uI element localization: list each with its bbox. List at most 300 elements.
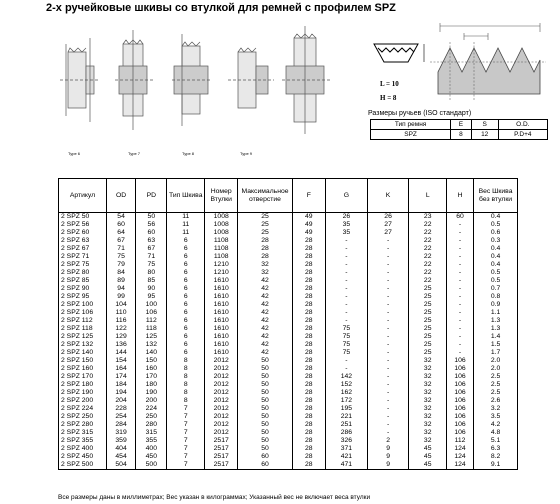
cell-article: 2 SPZ 132	[59, 341, 107, 349]
cell-pd: 190	[136, 389, 167, 397]
cell-od: 129	[106, 333, 135, 341]
cell-pulley-type: 6	[167, 301, 205, 309]
cell-l: 32	[409, 405, 447, 413]
type6-drawing	[60, 38, 100, 122]
cell-article: 2 SPZ 140	[59, 349, 107, 357]
cell-article: 2 SPZ 100	[59, 301, 107, 309]
cell-h: -	[446, 309, 473, 317]
table-header-row	[59, 179, 518, 213]
cell-g: 75	[326, 349, 368, 357]
column-header: Тип Шкива	[167, 179, 205, 213]
cell-g: 152	[326, 381, 368, 389]
type-large-drawing	[282, 26, 330, 134]
cell-pd: 150	[136, 357, 167, 365]
cell-pd: 85	[136, 277, 167, 285]
cell-l: 32	[409, 373, 447, 381]
cell-bushing-number: 2012	[205, 429, 238, 437]
cell-bushing-number: 2012	[205, 413, 238, 421]
cell-article: 2 SPZ 450	[59, 453, 107, 461]
cell-g: -	[326, 253, 368, 261]
cell-max-bore: 50	[238, 381, 292, 389]
table-row	[59, 429, 518, 437]
cell-k: -	[367, 253, 409, 261]
cell-k: -	[367, 373, 409, 381]
cell-bushing-number: 2012	[205, 381, 238, 389]
cell-weight: 1.1	[474, 309, 518, 317]
cell-k: -	[367, 293, 409, 301]
cell-l: 25	[409, 293, 447, 301]
cell-bushing-number: 2012	[205, 389, 238, 397]
cell-bushing-number: 1610	[205, 349, 238, 357]
cell-bushing-number: 2517	[205, 461, 238, 470]
cell-l: 22	[409, 221, 447, 229]
cell-bushing-number: 2012	[205, 357, 238, 365]
cell-od: 174	[106, 373, 135, 381]
cell-g: -	[326, 293, 368, 301]
cell-g: 75	[326, 333, 368, 341]
cell-max-bore: 25	[238, 213, 292, 222]
cell-k: 27	[367, 229, 409, 237]
cell-bushing-number: 1610	[205, 333, 238, 341]
cell-g: 162	[326, 389, 368, 397]
cell-k: -	[367, 357, 409, 365]
cell-pulley-type: 6	[167, 333, 205, 341]
cell-weight: 0.4	[474, 261, 518, 269]
table-row	[59, 245, 518, 253]
cell-h: -	[446, 269, 473, 277]
cell-pulley-type: 7	[167, 429, 205, 437]
cell-max-bore: 50	[238, 373, 292, 381]
cell-g: -	[326, 245, 368, 253]
cell-od: 71	[106, 245, 135, 253]
cell-max-bore: 60	[238, 453, 292, 461]
cell-max-bore: 50	[238, 421, 292, 429]
table-row	[59, 341, 518, 349]
cell-f: 28	[292, 349, 325, 357]
cell-h: -	[446, 253, 473, 261]
cell-l: 22	[409, 237, 447, 245]
cell-weight: 2.5	[474, 381, 518, 389]
cell-max-bore: 42	[238, 285, 292, 293]
cell-h: -	[446, 317, 473, 325]
cell-h: -	[446, 261, 473, 269]
table-row	[59, 421, 518, 429]
table-row	[59, 357, 518, 365]
cell-l: 22	[409, 269, 447, 277]
cell-l: 25	[409, 285, 447, 293]
cell-f: 49	[292, 213, 325, 222]
cell-h: 106	[446, 429, 473, 437]
column-header: OD	[106, 179, 135, 213]
cell-weight: 9.1	[474, 461, 518, 470]
cell-h: -	[446, 349, 473, 357]
cell-weight: 1.5	[474, 341, 518, 349]
cell-g: 195	[326, 405, 368, 413]
cell-pulley-type: 7	[167, 461, 205, 470]
table-row	[59, 365, 518, 373]
cell-pd: 75	[136, 261, 167, 269]
cell-weight: 0.5	[474, 269, 518, 277]
cell-pd: 315	[136, 429, 167, 437]
cell-l: 22	[409, 229, 447, 237]
belt-l-label: L = 10	[380, 80, 399, 88]
footnote: Все размеры даны в миллиметрах; Вес указан в килограммах; Указанный вес не включает веса втулки	[58, 494, 371, 501]
table-row	[59, 213, 518, 222]
cell-f: 28	[292, 445, 325, 453]
cell-f: 28	[292, 285, 325, 293]
cell-od: 319	[106, 429, 135, 437]
cell-max-bore: 50	[238, 389, 292, 397]
cell-pulley-type: 8	[167, 397, 205, 405]
cell-od: 75	[106, 253, 135, 261]
table-row	[59, 221, 518, 229]
cell-weight: 0.4	[474, 253, 518, 261]
cell-article: 2 SPZ 250	[59, 413, 107, 421]
belt-profile-svg	[368, 40, 430, 104]
cell-max-bore: 42	[238, 277, 292, 285]
cell-max-bore: 28	[238, 237, 292, 245]
cell-f: 28	[292, 293, 325, 301]
cell-bushing-number: 1610	[205, 277, 238, 285]
cell-g: 221	[326, 413, 368, 421]
cell-g: 75	[326, 341, 368, 349]
cell-pd: 100	[136, 301, 167, 309]
cell-pulley-type: 6	[167, 317, 205, 325]
cell-l: 32	[409, 437, 447, 445]
groove-sizes-header: E	[451, 120, 472, 130]
cell-pd: 95	[136, 293, 167, 301]
cell-h: -	[446, 237, 473, 245]
cell-od: 144	[106, 349, 135, 357]
cell-pd: 90	[136, 285, 167, 293]
cell-article: 2 SPZ 118	[59, 325, 107, 333]
cell-g: 142	[326, 373, 368, 381]
cell-bushing-number: 2012	[205, 421, 238, 429]
cell-od: 67	[106, 237, 135, 245]
cell-od: 110	[106, 309, 135, 317]
cell-g: -	[326, 357, 368, 365]
cell-weight: 2.0	[474, 365, 518, 373]
cell-l: 25	[409, 301, 447, 309]
cell-weight: 2.0	[474, 357, 518, 365]
cell-bushing-number: 1610	[205, 325, 238, 333]
type-label: Type 7	[128, 151, 141, 156]
pulley-spec-body	[59, 213, 518, 470]
cell-f: 28	[292, 237, 325, 245]
groove-sizes-cell: P.D+4	[498, 130, 547, 140]
cell-article: 2 SPZ 180	[59, 381, 107, 389]
cell-od: 64	[106, 229, 135, 237]
cell-max-bore: 42	[238, 349, 292, 357]
table-row	[59, 397, 518, 405]
cell-od: 54	[106, 213, 135, 222]
cell-pulley-type: 6	[167, 285, 205, 293]
groove-sizes-header: S	[471, 120, 498, 130]
cell-weight: 0.4	[474, 213, 518, 222]
table-row	[59, 317, 518, 325]
cell-f: 28	[292, 381, 325, 389]
cell-g: 35	[326, 221, 368, 229]
cell-article: 2 SPZ 67	[59, 245, 107, 253]
cell-weight: 0.3	[474, 237, 518, 245]
groove-sizes-row	[371, 130, 548, 140]
cell-article: 2 SPZ 170	[59, 373, 107, 381]
cell-article: 2 SPZ 190	[59, 389, 107, 397]
cell-bushing-number: 1108	[205, 237, 238, 245]
cell-article: 2 SPZ 60	[59, 229, 107, 237]
groove-sizes-table	[370, 119, 548, 140]
cell-g: 371	[326, 445, 368, 453]
cell-max-bore: 50	[238, 357, 292, 365]
cell-weight: 0.4	[474, 245, 518, 253]
cell-article: 2 SPZ 224	[59, 405, 107, 413]
cell-k: -	[367, 429, 409, 437]
cell-l: 45	[409, 453, 447, 461]
table-row	[59, 253, 518, 261]
cell-weight: 0.9	[474, 301, 518, 309]
cell-max-bore: 50	[238, 397, 292, 405]
cell-k: 9	[367, 445, 409, 453]
cell-h: 124	[446, 445, 473, 453]
cell-max-bore: 42	[238, 301, 292, 309]
cell-weight: 8.2	[474, 453, 518, 461]
cell-f: 28	[292, 301, 325, 309]
cell-f: 28	[292, 421, 325, 429]
cell-pulley-type: 6	[167, 349, 205, 357]
cell-bushing-number: 1610	[205, 301, 238, 309]
cell-bushing-number: 2012	[205, 373, 238, 381]
groove-sizes-caption: Размеры ручьев (ISO стандарт)	[368, 110, 472, 117]
cell-pd: 170	[136, 373, 167, 381]
cell-h: 106	[446, 405, 473, 413]
cell-bushing-number: 1610	[205, 341, 238, 349]
cell-g: 75	[326, 325, 368, 333]
cell-g: -	[326, 277, 368, 285]
cell-od: 79	[106, 261, 135, 269]
groove-sizes-header: Тип ремня	[371, 120, 451, 130]
cell-f: 28	[292, 357, 325, 365]
cell-pd: 280	[136, 421, 167, 429]
cell-pulley-type: 7	[167, 437, 205, 445]
cell-max-bore: 42	[238, 341, 292, 349]
cell-weight: 0.5	[474, 277, 518, 285]
cell-l: 32	[409, 421, 447, 429]
cell-weight: 5.1	[474, 437, 518, 445]
cell-h: 106	[446, 357, 473, 365]
cell-l: 23	[409, 213, 447, 222]
cell-pulley-type: 6	[167, 309, 205, 317]
cell-pd: 112	[136, 317, 167, 325]
column-header: K	[367, 179, 409, 213]
cell-max-bore: 50	[238, 413, 292, 421]
type-label: Type 6	[68, 151, 81, 156]
table-row	[59, 269, 518, 277]
cell-max-bore: 60	[238, 461, 292, 470]
cell-k: -	[367, 365, 409, 373]
cell-g: 326	[326, 437, 368, 445]
cell-pd: 140	[136, 349, 167, 357]
cell-g: 251	[326, 421, 368, 429]
cell-max-bore: 42	[238, 333, 292, 341]
cell-article: 2 SPZ 95	[59, 293, 107, 301]
cell-weight: 2.6	[474, 397, 518, 405]
cell-weight: 1.4	[474, 333, 518, 341]
cell-pulley-type: 8	[167, 357, 205, 365]
cell-k: -	[367, 325, 409, 333]
cell-k: -	[367, 309, 409, 317]
column-header: H	[446, 179, 473, 213]
belt-h-label: H = 8	[380, 94, 397, 102]
cell-weight: 4.2	[474, 421, 518, 429]
cell-pulley-type: 7	[167, 405, 205, 413]
cell-f: 28	[292, 413, 325, 421]
cell-od: 404	[106, 445, 135, 453]
cell-bushing-number: 1108	[205, 245, 238, 253]
cell-max-bore: 28	[238, 245, 292, 253]
cell-article: 2 SPZ 150	[59, 357, 107, 365]
cell-k: -	[367, 349, 409, 357]
type9-drawing	[228, 48, 274, 108]
cell-pd: 224	[136, 405, 167, 413]
cell-pulley-type: 6	[167, 245, 205, 253]
column-header: Артикул	[59, 179, 107, 213]
cell-h: 106	[446, 421, 473, 429]
cell-od: 228	[106, 405, 135, 413]
cell-max-bore: 42	[238, 309, 292, 317]
cell-bushing-number: 1610	[205, 317, 238, 325]
cell-g: -	[326, 237, 368, 245]
column-header: F	[292, 179, 325, 213]
cell-k: -	[367, 237, 409, 245]
cell-pulley-type: 7	[167, 421, 205, 429]
cell-max-bore: 50	[238, 365, 292, 373]
cell-article: 2 SPZ 106	[59, 309, 107, 317]
column-header: Номер Втулки	[205, 179, 238, 213]
cell-bushing-number: 2517	[205, 437, 238, 445]
column-header: Вес Шкива без втулки	[474, 179, 518, 213]
cell-max-bore: 50	[238, 405, 292, 413]
cell-od: 454	[106, 453, 135, 461]
cell-bushing-number: 1108	[205, 253, 238, 261]
cell-l: 25	[409, 317, 447, 325]
cell-weight: 3.5	[474, 413, 518, 421]
cell-l: 25	[409, 349, 447, 357]
cell-max-bore: 32	[238, 269, 292, 277]
cell-l: 32	[409, 365, 447, 373]
cell-k: 9	[367, 461, 409, 470]
cell-k: -	[367, 277, 409, 285]
cell-pulley-type: 6	[167, 261, 205, 269]
cell-pulley-type: 8	[167, 381, 205, 389]
cell-article: 2 SPZ 90	[59, 285, 107, 293]
type7-drawing	[115, 30, 155, 130]
cell-pd: 67	[136, 245, 167, 253]
cell-l: 32	[409, 389, 447, 397]
cell-pulley-type: 11	[167, 213, 205, 222]
cell-article: 2 SPZ 112	[59, 317, 107, 325]
cell-f: 28	[292, 389, 325, 397]
cell-weight: 2.5	[474, 373, 518, 381]
cell-pd: 250	[136, 413, 167, 421]
cell-bushing-number: 2517	[205, 453, 238, 461]
cell-pulley-type: 7	[167, 413, 205, 421]
cell-weight: 1.7	[474, 349, 518, 357]
cell-weight: 1.3	[474, 317, 518, 325]
cell-k: -	[367, 413, 409, 421]
cell-max-bore: 42	[238, 293, 292, 301]
cell-article: 2 SPZ 160	[59, 365, 107, 373]
cell-od: 194	[106, 389, 135, 397]
cell-h: -	[446, 325, 473, 333]
table-row	[59, 277, 518, 285]
cell-f: 28	[292, 317, 325, 325]
cell-f: 28	[292, 341, 325, 349]
cell-pd: 160	[136, 365, 167, 373]
pulley-type-drawings	[60, 22, 360, 156]
cell-bushing-number: 1210	[205, 261, 238, 269]
cell-od: 164	[106, 365, 135, 373]
table-row	[59, 381, 518, 389]
cell-f: 28	[292, 373, 325, 381]
cell-pd: 50	[136, 213, 167, 222]
cell-h: -	[446, 285, 473, 293]
cell-g: -	[326, 317, 368, 325]
table-row	[59, 333, 518, 341]
cell-f: 28	[292, 269, 325, 277]
cell-pulley-type: 7	[167, 453, 205, 461]
cell-pd: 132	[136, 341, 167, 349]
cell-pulley-type: 6	[167, 269, 205, 277]
cell-od: 254	[106, 413, 135, 421]
cell-article: 2 SPZ 500	[59, 461, 107, 470]
cell-l: 25	[409, 325, 447, 333]
table-row	[59, 405, 518, 413]
cell-od: 60	[106, 221, 135, 229]
cell-f: 28	[292, 365, 325, 373]
cell-k: -	[367, 261, 409, 269]
cell-pulley-type: 8	[167, 389, 205, 397]
groove-sizes-cell: SPZ	[371, 130, 451, 140]
cell-weight: 2.5	[474, 389, 518, 397]
cell-bushing-number: 1610	[205, 285, 238, 293]
cell-k: -	[367, 333, 409, 341]
cell-article: 2 SPZ 315	[59, 429, 107, 437]
cell-k: -	[367, 381, 409, 389]
cell-h: -	[446, 333, 473, 341]
cell-pd: 400	[136, 445, 167, 453]
cell-article: 2 SPZ 400	[59, 445, 107, 453]
cell-f: 28	[292, 253, 325, 261]
cell-pd: 71	[136, 253, 167, 261]
column-header: Максимальное отверстие	[238, 179, 292, 213]
cell-max-bore: 42	[238, 325, 292, 333]
table-row	[59, 325, 518, 333]
cell-pd: 80	[136, 269, 167, 277]
page-title: 2-х ручейковые шкивы со втулкой для ремней с профилем SPZ	[46, 2, 396, 14]
cell-max-bore: 25	[238, 221, 292, 229]
table-row	[59, 373, 518, 381]
cell-g: 286	[326, 429, 368, 437]
cell-od: 154	[106, 357, 135, 365]
cell-bushing-number: 1008	[205, 213, 238, 222]
cell-od: 136	[106, 341, 135, 349]
cell-bushing-number: 2012	[205, 405, 238, 413]
cell-od: 94	[106, 285, 135, 293]
cell-pulley-type: 6	[167, 293, 205, 301]
type-label: Type 8	[182, 151, 195, 156]
table-row	[59, 453, 518, 461]
cell-weight: 0.6	[474, 229, 518, 237]
